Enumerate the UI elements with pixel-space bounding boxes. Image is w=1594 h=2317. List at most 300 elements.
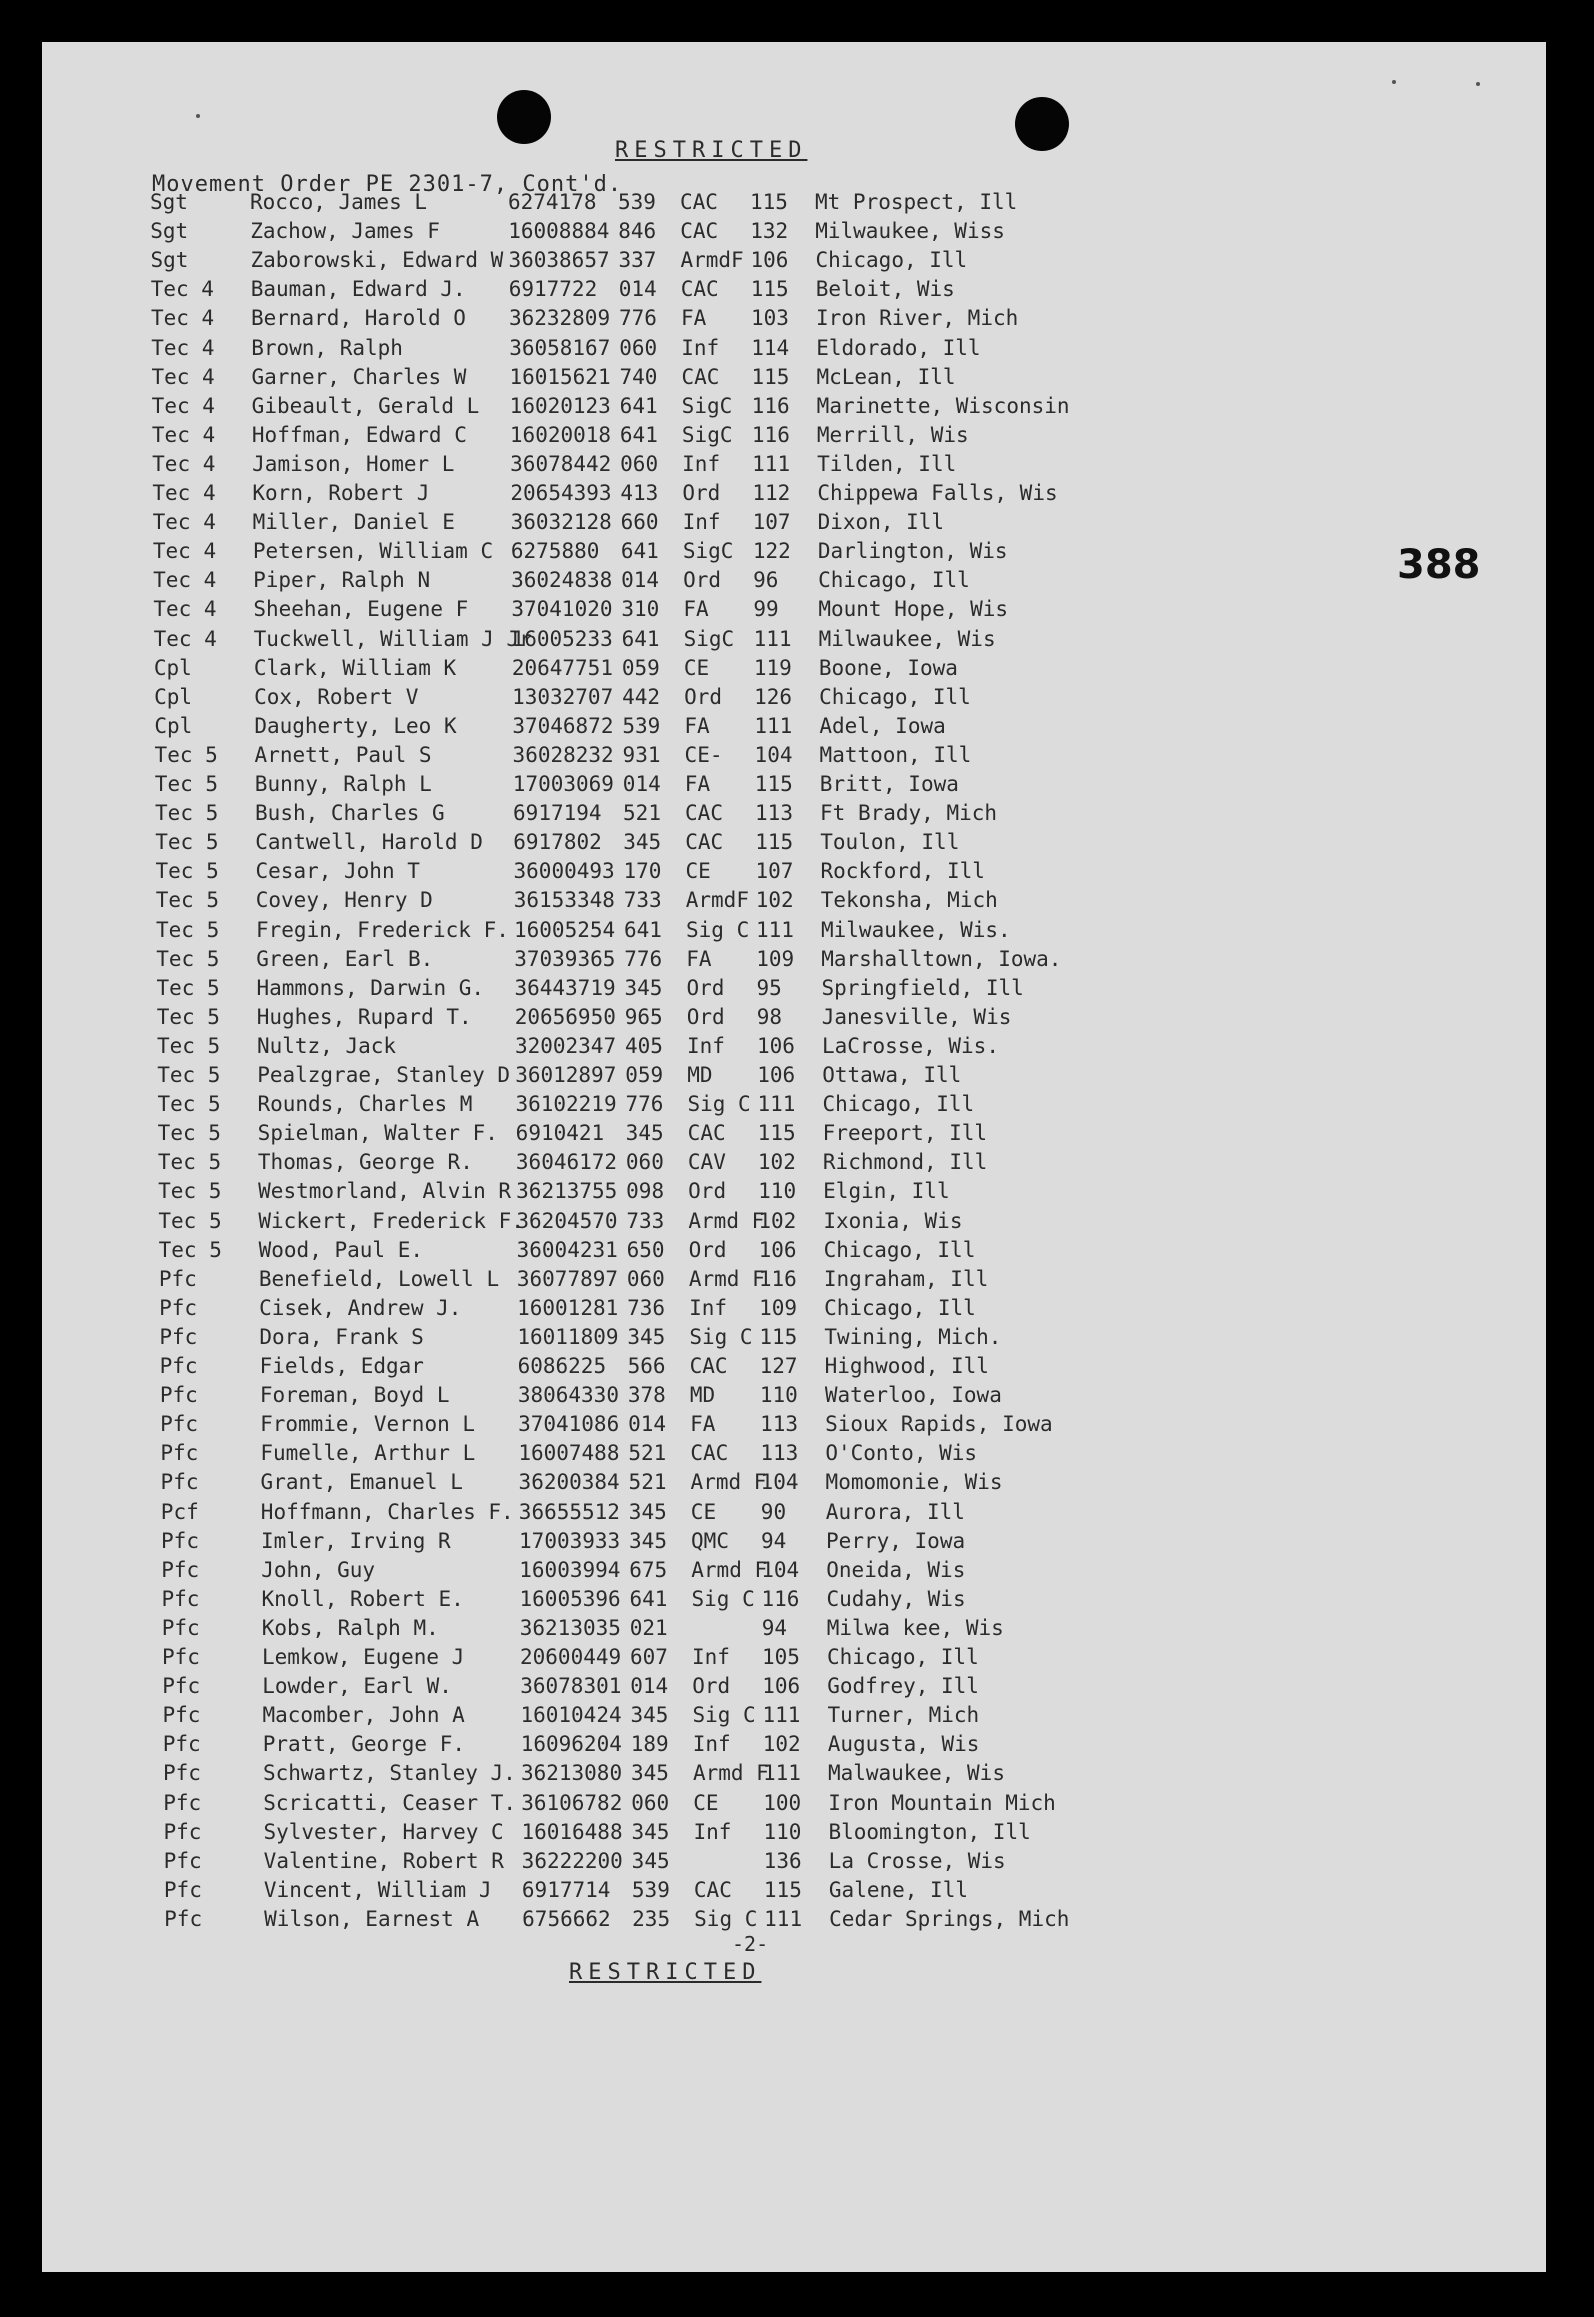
roster-mos: 378 — [627, 1383, 666, 1408]
roster-home: Britt, Iowa — [819, 772, 959, 796]
roster-name: Jamison, Homer L — [252, 451, 455, 476]
roster-home: Chicago, Ill — [823, 1237, 976, 1262]
roster-serial: 16010424 — [520, 1703, 622, 1728]
roster-unit: 114 — [751, 335, 790, 360]
roster-rank: Pfc — [163, 1848, 202, 1873]
roster-rank: Tec 4 — [153, 597, 217, 622]
roster-mos: 014 — [622, 772, 661, 796]
roster-home: Oneida, Wis — [826, 1557, 966, 1582]
roster-serial: 6910421 — [515, 1121, 605, 1146]
roster-unit: 94 — [761, 1528, 787, 1553]
roster-home: O'Conto, Wis — [825, 1441, 978, 1466]
roster-home: Milwa kee, Wis — [826, 1615, 1004, 1640]
roster-home: Elgin, Ill — [823, 1179, 950, 1204]
roster-unit: 111 — [762, 1761, 801, 1786]
roster-rank: Tec 5 — [155, 859, 219, 884]
roster-rank: Tec 5 — [155, 830, 219, 855]
roster-rank: Tec 5 — [155, 801, 219, 826]
roster-home: Iron River, Mich — [815, 306, 1019, 331]
roster-unit: 115 — [759, 1324, 798, 1349]
roster-serial: 36078442 — [510, 451, 612, 476]
roster-name: Cisek, Andrew J. — [259, 1295, 462, 1320]
roster-mos: 170 — [623, 859, 662, 884]
roster-unit: 98 — [756, 1004, 783, 1029]
roster-unit: 107 — [752, 510, 791, 535]
roster-unit: 115 — [750, 190, 788, 214]
roster-serial: 36012897 — [515, 1063, 617, 1087]
roster-serial: 32002347 — [514, 1033, 617, 1058]
roster-mos: 189 — [630, 1732, 669, 1757]
roster-home: Chicago, Ill — [818, 568, 970, 593]
roster-unit: 107 — [755, 859, 794, 884]
roster-name: Bauman, Edward J. — [250, 277, 466, 302]
roster-serial: 36213080 — [520, 1761, 623, 1786]
roster-home: Sioux Rapids, Iowa — [825, 1412, 1053, 1437]
roster-home: Eldorado, Ill — [816, 335, 981, 360]
roster-branch: Sig C — [692, 1703, 756, 1728]
roster-branch: CE — [683, 655, 710, 680]
roster-serial: 36153348 — [513, 888, 615, 913]
roster-name: Dora, Frank S — [259, 1324, 424, 1349]
roster-unit: 102 — [758, 1208, 797, 1233]
roster-serial: 36222200 — [521, 1848, 623, 1873]
roster-rank: Pfc — [162, 1761, 201, 1786]
roster-branch: SigC — [681, 393, 733, 418]
roster-branch: FA — [690, 1412, 716, 1437]
document-page — [42, 42, 1546, 2272]
roster-rank: Pfc — [161, 1586, 200, 1611]
roster-name: Hoffman, Edward C — [251, 422, 467, 447]
roster-branch: CAC — [693, 1877, 732, 1902]
roster-mos: 776 — [624, 946, 663, 971]
roster-mos: 641 — [624, 917, 662, 942]
roster-branch: Sig C — [687, 1092, 751, 1117]
roster-mos: 345 — [631, 1848, 670, 1873]
roster-mos: 060 — [626, 1266, 665, 1291]
roster-branch: Armd F — [692, 1761, 769, 1786]
roster-mos: 059 — [621, 655, 660, 680]
roster-rank: Pfc — [160, 1412, 199, 1437]
roster-name: Hoffmann, Charles F. — [260, 1499, 514, 1524]
roster-home: Dixon, Ill — [817, 510, 945, 535]
roster-rank: Pfc — [161, 1528, 199, 1553]
roster-rank: Cpl — [154, 713, 193, 738]
roster-mos: 059 — [625, 1063, 664, 1087]
movement-order-title: Movement Order PE 2301-7, Cont'd. — [152, 172, 623, 197]
roster-name: Scricatti, Ceaser T. — [263, 1790, 517, 1815]
roster-unit: 111 — [757, 1092, 796, 1117]
roster-name: Cantwell, Harold D — [255, 830, 483, 855]
roster-mos: 733 — [623, 888, 662, 913]
roster-name: Covey, Henry D — [255, 888, 433, 913]
roster-branch: Inf — [681, 335, 720, 360]
roster-mos: 931 — [622, 742, 661, 767]
roster-unit: 106 — [758, 1237, 797, 1262]
roster-rank: Tec 4 — [151, 335, 215, 360]
roster-unit: 100 — [763, 1790, 802, 1815]
roster-unit: 115 — [750, 277, 789, 302]
roster-unit: 113 — [760, 1441, 799, 1466]
roster-branch: Inf — [682, 510, 721, 535]
roster-rank: Tec 4 — [152, 481, 216, 505]
roster-serial: 20656950 — [514, 1004, 616, 1029]
roster-rank: Tec 5 — [158, 1208, 222, 1233]
roster-home: Janesville, Wis — [821, 1004, 1012, 1029]
roster-unit: 115 — [755, 830, 794, 855]
roster-unit: 111 — [752, 451, 791, 476]
roster-home: Galene, Ill — [828, 1877, 968, 1902]
roster-unit: 104 — [760, 1470, 799, 1495]
roster-rank: Pfc — [162, 1645, 200, 1669]
roster-serial: 36004231 — [516, 1237, 618, 1262]
roster-home: Freeport, Ill — [822, 1121, 988, 1146]
roster-branch: SigC — [682, 539, 734, 564]
roster-name: Fields, Edgar — [259, 1354, 424, 1378]
roster-mos: 345 — [631, 1819, 670, 1844]
roster-serial: 16001281 — [517, 1295, 619, 1320]
roster-mos: 660 — [620, 510, 659, 535]
roster-name: Cesar, John T — [255, 859, 420, 884]
roster-home: Godfrey, Ill — [827, 1674, 979, 1699]
roster-mos: 235 — [632, 1906, 671, 1931]
roster-mos: 650 — [626, 1237, 665, 1262]
roster-name: Pealzgrae, Stanley D — [257, 1063, 511, 1087]
roster-home: Chippewa Falls, Wis — [817, 481, 1058, 505]
roster-unit: 96 — [753, 568, 779, 593]
roster-serial: 36078301 — [520, 1674, 622, 1699]
roster-mos: 345 — [629, 1528, 667, 1553]
roster-home: McLean, Ill — [816, 364, 956, 389]
roster-branch: CAC — [681, 364, 720, 389]
roster-name: Spielman, Walter F. — [257, 1121, 498, 1146]
roster-mos: 021 — [629, 1615, 668, 1640]
roster-branch: MD — [687, 1063, 713, 1087]
roster-rank: Tec 4 — [151, 422, 216, 447]
roster-mos: 965 — [624, 1004, 663, 1029]
roster-home: Milwaukee, Wiss — [815, 219, 1005, 244]
roster-branch: Armd F — [688, 1208, 765, 1233]
roster-mos: 641 — [620, 539, 659, 564]
roster-mos: 776 — [618, 306, 657, 331]
roster-name: Macomber, John A — [262, 1703, 465, 1728]
roster-mos: 641 — [621, 626, 660, 651]
roster-name: Imler, Irving R — [261, 1528, 451, 1553]
roster-rank: Tec 4 — [152, 451, 216, 476]
roster-unit: 106 — [757, 1063, 796, 1087]
roster-unit: 111 — [756, 917, 794, 942]
roster-mos: 733 — [626, 1208, 665, 1233]
roster-home: Adel, Iowa — [819, 713, 946, 738]
roster-name: Wood, Paul E. — [258, 1237, 423, 1262]
roster-rank: Tec 5 — [156, 917, 220, 942]
roster-serial: 16011809 — [517, 1324, 619, 1349]
roster-rank: Pfc — [163, 1877, 202, 1902]
roster-unit: 116 — [751, 393, 790, 418]
roster-mos: 345 — [623, 830, 662, 855]
roster-home: Springfield, Ill — [821, 975, 1024, 1000]
roster-mos: 098 — [626, 1179, 665, 1204]
roster-serial: 36028232 — [512, 742, 614, 767]
roster-name: Benefield, Lowell L — [258, 1266, 500, 1291]
roster-name: Vincent, William J — [263, 1877, 492, 1902]
roster-branch: CE — [693, 1790, 719, 1815]
roster-name: Valentine, Robert R — [263, 1848, 504, 1873]
roster-mos: 014 — [628, 1412, 667, 1437]
roster-branch: CAC — [680, 190, 718, 214]
roster-serial: 20647751 — [511, 655, 613, 680]
roster-name: Piper, Ralph N — [253, 568, 431, 593]
roster-serial: 36000493 — [513, 859, 615, 884]
roster-rank: Pfc — [161, 1615, 200, 1640]
roster-rank: Tec 4 — [152, 539, 217, 564]
roster-name: Bush, Charles G — [255, 801, 445, 826]
roster-home: Momomonie, Wis — [825, 1470, 1003, 1495]
roster-name: Lowder, Earl W. — [262, 1674, 452, 1699]
roster-serial: 36046172 — [515, 1150, 618, 1175]
roster-branch: Inf — [686, 1033, 725, 1058]
roster-unit: 127 — [759, 1354, 798, 1378]
roster-mos: 345 — [624, 975, 663, 1000]
roster-mos: 337 — [618, 248, 657, 273]
roster-rank: Tec 5 — [156, 1033, 221, 1058]
roster-unit: 116 — [758, 1266, 797, 1291]
roster-name: Green, Earl B. — [256, 946, 434, 971]
roster-unit: 119 — [753, 655, 792, 680]
roster-rank: Tec 5 — [154, 742, 218, 767]
roster-home: Tekonsha, Mich — [820, 888, 998, 913]
roster-unit: 111 — [762, 1703, 801, 1728]
roster-rank: Sgt — [150, 190, 188, 214]
roster-home: Richmond, Ill — [822, 1150, 988, 1175]
roster-name: Brown, Ralph — [251, 335, 403, 360]
roster-rank: Pfc — [164, 1906, 203, 1931]
roster-serial: 16005254 — [514, 917, 616, 942]
roster-name: Schwartz, Stanley J. — [262, 1761, 516, 1786]
roster-unit: 136 — [763, 1848, 802, 1873]
roster-branch: Ord — [688, 1179, 727, 1204]
roster-mos: 641 — [629, 1586, 668, 1611]
roster-home: Toulon, Ill — [820, 830, 960, 855]
roster-home: Merrill, Wis — [816, 422, 969, 447]
roster-name: Miller, Daniel E — [252, 510, 455, 535]
roster-mos: 607 — [630, 1645, 668, 1669]
roster-branch: Armd F — [688, 1266, 765, 1291]
roster-home: Mount Hope, Wis — [818, 597, 1009, 622]
roster-branch: CE — [685, 859, 711, 884]
roster-mos: 060 — [620, 451, 659, 476]
roster-serial: 17003069 — [512, 772, 614, 796]
roster-mos: 345 — [627, 1324, 666, 1349]
roster-home: Boone, Iowa — [818, 655, 958, 680]
roster-branch: Sig C — [689, 1324, 753, 1349]
roster-home: La Crosse, Wis — [828, 1848, 1006, 1873]
roster-unit: 110 — [759, 1383, 798, 1408]
roster-name: Sheehan, Eugene F — [253, 597, 469, 622]
roster-branch: Sig C — [694, 1906, 758, 1931]
roster-home: Ingraham, Ill — [823, 1266, 989, 1291]
roster-unit: 102 — [762, 1732, 801, 1757]
roster-branch: CAC — [687, 1121, 726, 1146]
roster-serial: 36655512 — [518, 1499, 620, 1524]
roster-unit: 102 — [755, 888, 794, 913]
roster-name: Kobs, Ralph M. — [261, 1615, 439, 1640]
roster-mos: 014 — [621, 568, 660, 593]
roster-home: Darlington, Wis — [817, 539, 1008, 564]
roster-home: Iron Mountain Mich — [828, 1790, 1056, 1815]
roster-name: Sylvester, Harvey C — [263, 1819, 504, 1844]
roster-mos: 345 — [630, 1703, 669, 1728]
roster-unit: 102 — [757, 1150, 796, 1175]
roster-branch: Ord — [692, 1674, 731, 1699]
roster-branch: CAV — [687, 1150, 726, 1175]
stamped-page-number: 388 — [1397, 542, 1481, 588]
roster-serial: 6917802 — [513, 830, 602, 855]
roster-rank: Pfc — [163, 1790, 202, 1815]
roster-serial: 36200384 — [518, 1470, 620, 1495]
roster-mos: 776 — [625, 1092, 664, 1117]
roster-name: Arnett, Paul S — [254, 742, 432, 767]
roster-branch: Inf — [689, 1295, 728, 1320]
roster-home: Ixonia, Wis — [823, 1208, 963, 1233]
roster-serial: 20600449 — [520, 1645, 622, 1669]
roster-unit: 110 — [763, 1819, 802, 1844]
roster-branch: MD — [689, 1383, 716, 1408]
roster-branch: Ord — [686, 975, 725, 1000]
roster-rank: Pfc — [159, 1295, 198, 1320]
roster-rank: Pfc — [163, 1819, 202, 1844]
roster-serial: 13032707 — [512, 684, 614, 709]
roster-unit: 105 — [762, 1645, 800, 1669]
speck — [196, 114, 200, 118]
roster-branch: CAC — [680, 277, 719, 302]
roster-serial: 36102219 — [515, 1092, 617, 1117]
roster-home: Aurora, Ill — [825, 1499, 965, 1524]
roster-serial: 36232809 — [508, 306, 611, 331]
roster-serial: 16005233 — [511, 626, 613, 651]
roster-unit: 115 — [763, 1877, 802, 1902]
roster-unit: 116 — [761, 1586, 800, 1611]
roster-serial: 36213035 — [519, 1615, 621, 1640]
roster-branch: Sig C — [691, 1586, 755, 1611]
roster-home: Cudahy, Wis — [826, 1586, 966, 1611]
roster-rank: Pfc — [159, 1383, 198, 1408]
roster-home: Beloit, Wis — [815, 277, 955, 302]
roster-branch: FA — [683, 597, 709, 622]
roster-serial: 16016488 — [521, 1819, 623, 1844]
roster-rank: Tec 5 — [157, 1092, 221, 1117]
roster-rank: Cpl — [153, 655, 192, 680]
roster-name: Wickert, Frederick F. — [258, 1208, 524, 1233]
roster-rank: Tec 5 — [156, 1004, 220, 1029]
roster-unit: 112 — [752, 481, 791, 505]
roster-home: Mattoon, Ill — [819, 742, 972, 767]
roster-unit: 104 — [761, 1557, 800, 1582]
roster-name: Bunny, Ralph L — [254, 772, 432, 796]
roster-mos: 060 — [631, 1790, 670, 1815]
roster-home: Chicago, Ill — [827, 1645, 979, 1669]
roster-unit: 122 — [752, 539, 791, 564]
roster-serial: 36077897 — [516, 1266, 619, 1291]
roster-rank: Pfc — [162, 1703, 201, 1728]
roster-home: Waterloo, Iowa — [824, 1383, 1002, 1408]
roster-mos: 521 — [628, 1441, 667, 1466]
roster-branch: CE- — [684, 742, 723, 767]
roster-name: Westmorland, Alvin R — [258, 1179, 512, 1204]
roster-mos: 521 — [623, 801, 661, 826]
roster-home: Augusta, Wis — [827, 1732, 980, 1757]
roster-branch: Inf — [692, 1645, 730, 1669]
roster-rank: Pfc — [160, 1441, 199, 1466]
roster-name: Zachow, James F — [250, 219, 440, 244]
roster-name: John, Guy — [261, 1557, 376, 1582]
roster-serial: 16020123 — [509, 393, 611, 418]
roster-branch: CAC — [690, 1441, 729, 1466]
roster-home: Marinette, Wisconsin — [816, 393, 1070, 418]
roster-serial: 37041020 — [511, 597, 613, 622]
roster-name: Fregin, Frederick F. — [256, 917, 509, 942]
roster-branch: FA — [686, 946, 712, 971]
roster-branch: ArmdF — [685, 888, 749, 913]
roster-branch: CAC — [685, 801, 723, 826]
roster-home: Twining, Mich. — [824, 1324, 1002, 1349]
page-number: -2- — [732, 1932, 769, 1956]
speck — [1476, 82, 1480, 86]
roster-branch: Inf — [682, 451, 721, 476]
roster-rank: Tec 5 — [158, 1179, 222, 1204]
roster-mos: 014 — [618, 277, 657, 302]
roster-home: Cedar Springs, Mich — [829, 1906, 1070, 1931]
roster-rank: Sgt — [150, 248, 189, 273]
roster-serial: 6274178 — [508, 190, 597, 214]
roster-unit: 103 — [750, 306, 789, 331]
roster-serial: 16008884 — [508, 219, 610, 244]
roster-unit: 109 — [759, 1295, 798, 1320]
roster-unit: 111 — [764, 1906, 803, 1931]
roster-name: Hughes, Rupard T. — [256, 1004, 472, 1029]
roster-rank: Pfc — [159, 1354, 198, 1378]
roster-branch: Armd F — [690, 1470, 767, 1495]
roster-home: Marshalltown, Iowa. — [821, 946, 1062, 971]
roster-home: Ottawa, Ill — [822, 1063, 962, 1087]
roster-rank: Tec 4 — [152, 510, 216, 535]
roster-name: Gibeault, Gerald L — [251, 393, 480, 418]
roster-rank: Pfc — [159, 1324, 198, 1349]
roster-mos: 413 — [620, 481, 659, 505]
roster-mos: 405 — [624, 1033, 663, 1058]
roster-mos: 641 — [619, 422, 658, 447]
roster-home: Milwaukee, Wis — [818, 626, 996, 651]
roster-unit: 95 — [756, 975, 782, 1000]
roster-serial: 36032128 — [510, 510, 612, 535]
roster-unit: 109 — [756, 946, 795, 971]
roster-serial: 16096204 — [520, 1732, 622, 1757]
roster-serial: 36024838 — [511, 568, 613, 593]
roster-unit: 111 — [753, 626, 792, 651]
roster-mos: 345 — [625, 1121, 664, 1146]
roster-name: Garner, Charles W — [251, 364, 467, 389]
roster-mos: 345 — [628, 1499, 667, 1524]
roster-branch: Inf — [693, 1819, 732, 1844]
roster-mos: 539 — [618, 190, 656, 214]
roster-serial: 16003994 — [519, 1557, 621, 1582]
roster-mos: 060 — [625, 1150, 664, 1175]
roster-serial: 6086225 — [517, 1354, 607, 1378]
restricted-footer: RESTRICTED — [569, 1960, 762, 1985]
roster-mos: 310 — [621, 597, 660, 622]
roster-home: Highwood, Ill — [824, 1354, 989, 1378]
roster-unit: 113 — [755, 801, 793, 826]
roster-rank: Tec 4 — [150, 306, 215, 331]
